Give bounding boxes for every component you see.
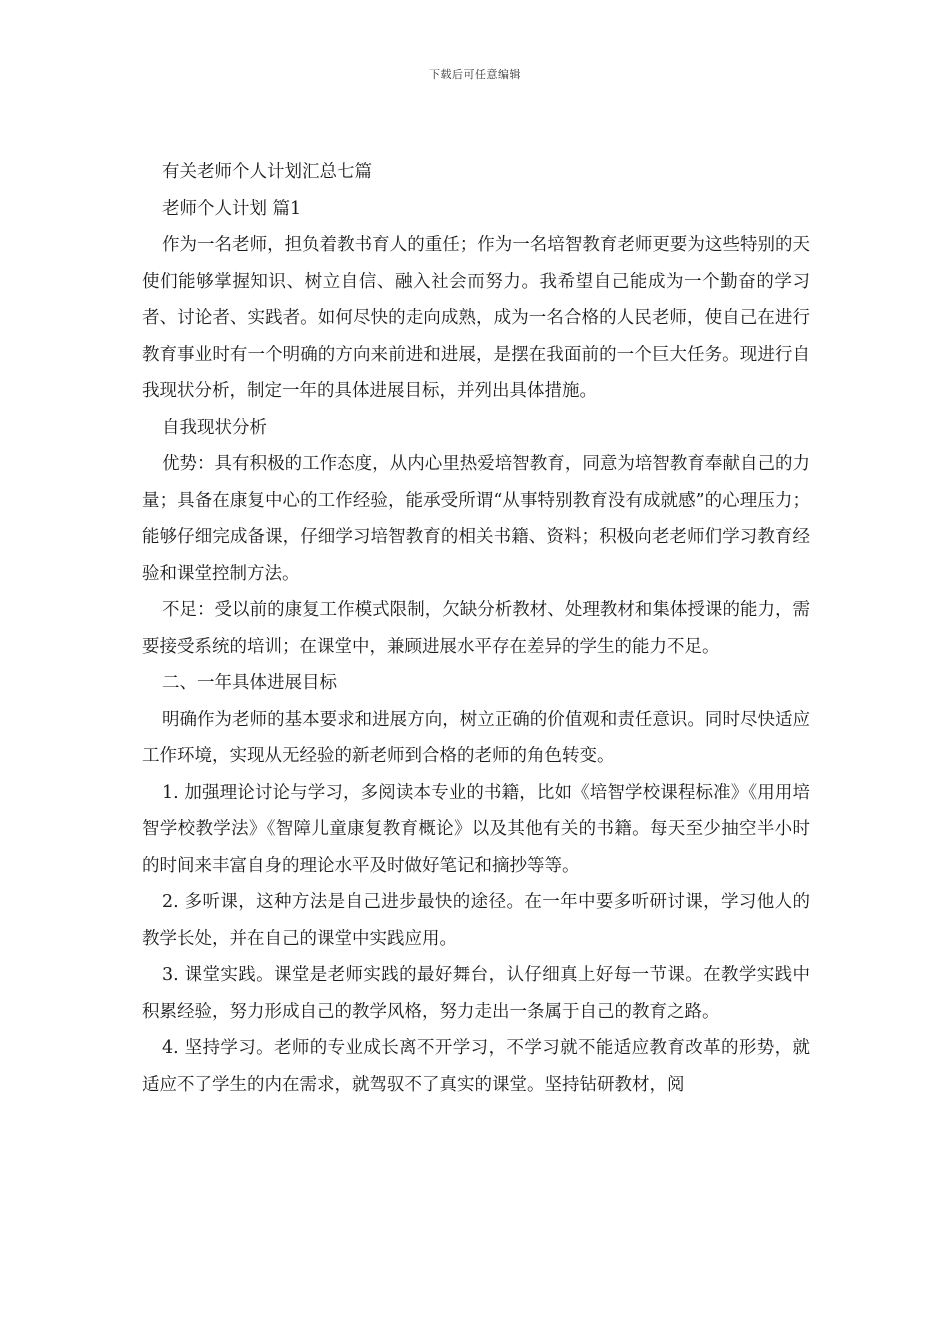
section-title: 老师个人计划 篇1 (162, 198, 302, 219)
weaknesses-paragraph: 不足：受以前的康复工作模式限制，欠缺分析教材、处理教材和集体授课的能力，需要接受系统的培训；在课堂中，兼顾进展水平存在差异的学生的能力不足。 (142, 600, 810, 657)
document-body (142, 154, 810, 1103)
goal-item-3: 3. 课堂实践。课堂是老师实践的最好舞台，认仔细真上好每一节课。在教学实践中积累经验，努力形成自己的教学风格，努力走出一条属于自己的教育之路。 (142, 965, 810, 1022)
intro-paragraph: 作为一名老师，担负着教书育人的重任；作为一名培智教育老师更要为这些特别的天使们能够掌握知识、树立自信、融入社会而努力。我希望自己能成为一个勤奋的学习者、讨论者、实践者。如何尽快的走向成熟，成为一名合格的人民老师，使自己在进行教育事业时有一个明确的方向来前进和进展，是摆在我面前的一个巨大任务。现进行自我现状分析，制定一年的具体进展目标，并列出具体措施。 (142, 235, 810, 401)
goal-item-1: 1. 加强理论讨论与学习，多阅读本专业的书籍，比如《培智学校课程标准》《用用培智学校教学法》《智障儿童康复教育概论》以及其他有关的书籍。每天至少抽空半小时的时间来丰富自身的理论水平及时做好笔记和摘抄等等。 (142, 782, 810, 876)
goal-item-4: 4. 坚持学习。老师的专业成长离不开学习，不学习就不能适应教育改革的形势，就适应不了学生的内在需求，就驾驭不了真实的课堂。坚持钻研教材，阅 (142, 1038, 810, 1095)
document-title: 有关老师个人计划汇总七篇 (162, 162, 372, 182)
goal-item-2: 2. 多听课，这种方法是自己进步最快的途径。在一年中要多听研讨课，学习他人的教学长处，并在自己的课堂中实践应用。 (142, 892, 810, 949)
goals-intro-paragraph: 明确作为老师的基本要求和进展方向，树立正确的价值观和责任意识。同时尽快适应工作环境，实现从无经验的新老师到合格的老师的角色转变。 (142, 709, 810, 766)
analysis-heading: 自我现状分析 (162, 417, 267, 438)
page-header-note: 下载后可任意编辑 (429, 68, 521, 81)
strengths-paragraph: 优势：具有积极的工作态度，从内心里热爱培智教育，同意为培智教育奉献自己的力量；具备在康复中心的工作经验，能承受所谓“从事特别教育没有成就感”的心理压力；能够仔细完成备课，仔细学习培智教育的相关书籍、资料；积极向老老师们学习教育经验和课堂控制方法。 (142, 454, 810, 584)
goals-heading: 二、一年具体进展目标 (162, 673, 337, 693)
